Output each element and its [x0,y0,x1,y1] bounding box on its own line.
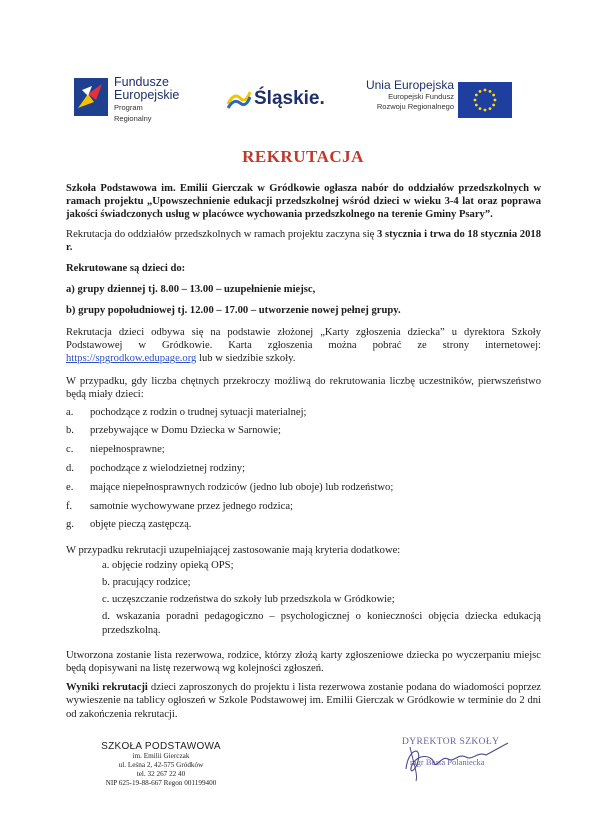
stamp-line-1: SZKOŁA PODSTAWOWA [101,741,221,752]
form-text: Rekrutacja dzieci odbywa się na podstawie złożonej „Karty zgłoszenia dziecka” u dyrektora Szkoły Podstawowej w Gródkowie. Karta zgłoszenia można pobrać ze strony internetowej: [66,326,541,351]
eu-star-icon [492,104,495,107]
handwritten-signature-icon [388,735,518,785]
stamp-line-5: NIP 625-19-88-667 Regon 001199400 [105,779,217,787]
ue-line-1: Unia Europejska [365,78,454,92]
eu-star-icon [489,90,492,93]
list-item: d. wskazania poradni pedagogiczno – psychologicznej o konieczności objęcia dziecka edukacją przedszkolną. [102,611,541,636]
director-signature-stamp [388,735,518,785]
results-heading: Wyniki rekrutacji [66,682,148,694]
list-item: c. niepełnosprawne; [66,444,165,456]
list-item: d. pochodzące z wielodzietnej rodziny; [66,463,246,475]
eu-star-icon [494,99,497,102]
page-title: REKRUTACJA [242,147,364,166]
ue-line-3: Rozwoju Regionalnego [376,102,454,111]
additional-criteria-list [102,559,541,637]
eu-flag-icon [458,82,512,118]
eu-star-icon [474,99,477,102]
list-item: e. mające niepełnosprawnych rodziców (jedno lub oboje) lub rodzeństwo; [66,481,394,493]
eu-star-icon [484,89,487,92]
period-paragraph [66,228,541,254]
eu-star-icon [489,107,492,110]
list-item: a. objęcie rodziny opieką OPS; [102,559,234,571]
stamp-line-2: im. Emilii Gierczak [132,752,190,760]
form-paragraph [66,326,541,366]
slaskie-wave-icon [226,86,252,112]
group-a: a) grupy dziennej tj. 8.00 – 13.00 – uzupełnienie miejsc, [66,284,316,296]
groups-heading: Rekrutowane są dzieci do: [66,263,186,275]
list-item: g. objęte pieczą zastępczą. [66,519,192,531]
eu-star-icon [484,109,487,112]
reserve-paragraph: Utworzona zostanie lista rezerwowa, rodzice, którzy złożą karty zgłoszeniowe dziecka po wyczerpaniu miejsc będą dopisywani na listę rezerwową wg kolejności zgłoszeń. [66,649,541,675]
signature-name: mgr Beata Polaniecka [410,757,485,767]
stamp-line-4: tel. 32 267 22 40 [136,770,186,778]
results-text: dzieci zaproszonych do projektu i lista rezerwowa zostanie podana do wiadomości poprzez wywieszenie na tablicy ogłoszeń w Szkole Podstawowej im. Emilii Gierczak w Gródkowie w terminie do 2 dni od zakończenia rekrutacji. [66,682,542,720]
intro-paragraph: Szkoła Podstawowa im. Emilii Gierczak w Gródkowie ogłasza nabór do oddziałów przedszkolnych w ramach projektu „Upowszechnienie edukacji przedszkolnej wśród dzieci w wieku 3-4 lat oraz poprawa jakości świadczonych usług w placówce wychowania przedszkolnego na terenie Gminy Psary”. [66,183,541,221]
form-text-end: lub w siedzibie szkoły. [199,353,296,365]
period-text: Rekrutacja do oddziałów przedszkolnych w ramach projektu zaczyna się [66,228,375,240]
list-item: b. przebywające w Domu Dziecka w Sarnowie; [66,425,281,437]
results-paragraph [66,681,541,721]
eu-star-icon [479,90,482,93]
fe-line-3: Program Regionalny [114,103,152,123]
unia-europejska-logo [350,78,512,120]
fe-line-1: Fundusze [114,75,169,89]
eu-star-icon [475,104,478,107]
list-item: a. pochodzące z rodzin o trudnej sytuacji materialnej; [66,406,307,418]
stamp-line-3: ul. Leśna 2, 42-575 Gródków [118,761,204,769]
list-item: c. uczęszczanie rodzeństwa do szkoły lub przedszkola w Gródkowie; [102,594,395,606]
signature-title: DYREKTOR SZKOŁY [402,737,500,747]
header-logos [74,74,514,126]
eu-star-icon [492,94,495,97]
additional-intro: W przypadku rekrutacji uzupełniającej zastosowanie mają kryteria dodatkowe: [66,544,401,556]
school-website-link[interactable]: https://spgrodkow.edupage.org [66,353,197,365]
criteria-intro: W przypadku, gdy liczba chętnych przekroczy możliwą do rekrutowania liczbę uczestników, pierwszeństwo będą miały dzieci: [66,376,541,401]
school-stamp [86,741,236,788]
criteria-list [66,406,541,532]
eu-star-icon [479,107,482,110]
document-body [66,182,541,721]
slaskie-wordmark: Śląskie. [254,88,325,109]
ue-line-2: Europejski Fundusz [388,92,454,101]
list-item: b. pracujący rodzice; [102,577,191,589]
period-dates: 3 stycznia i trwa do 18 stycznia 2018 r. [66,228,541,253]
list-item: f. samotnie wychowywane przez jednego rodzica; [66,500,293,512]
eu-star-icon [475,94,478,97]
fe-line-2: Europejskie [114,88,180,102]
fundusze-europejskie-emblem-icon [74,78,108,116]
group-b: b) grupy popołudniowej tj. 12.00 – 17.00 – utworzenie nowej pełnej grupy. [66,305,401,317]
